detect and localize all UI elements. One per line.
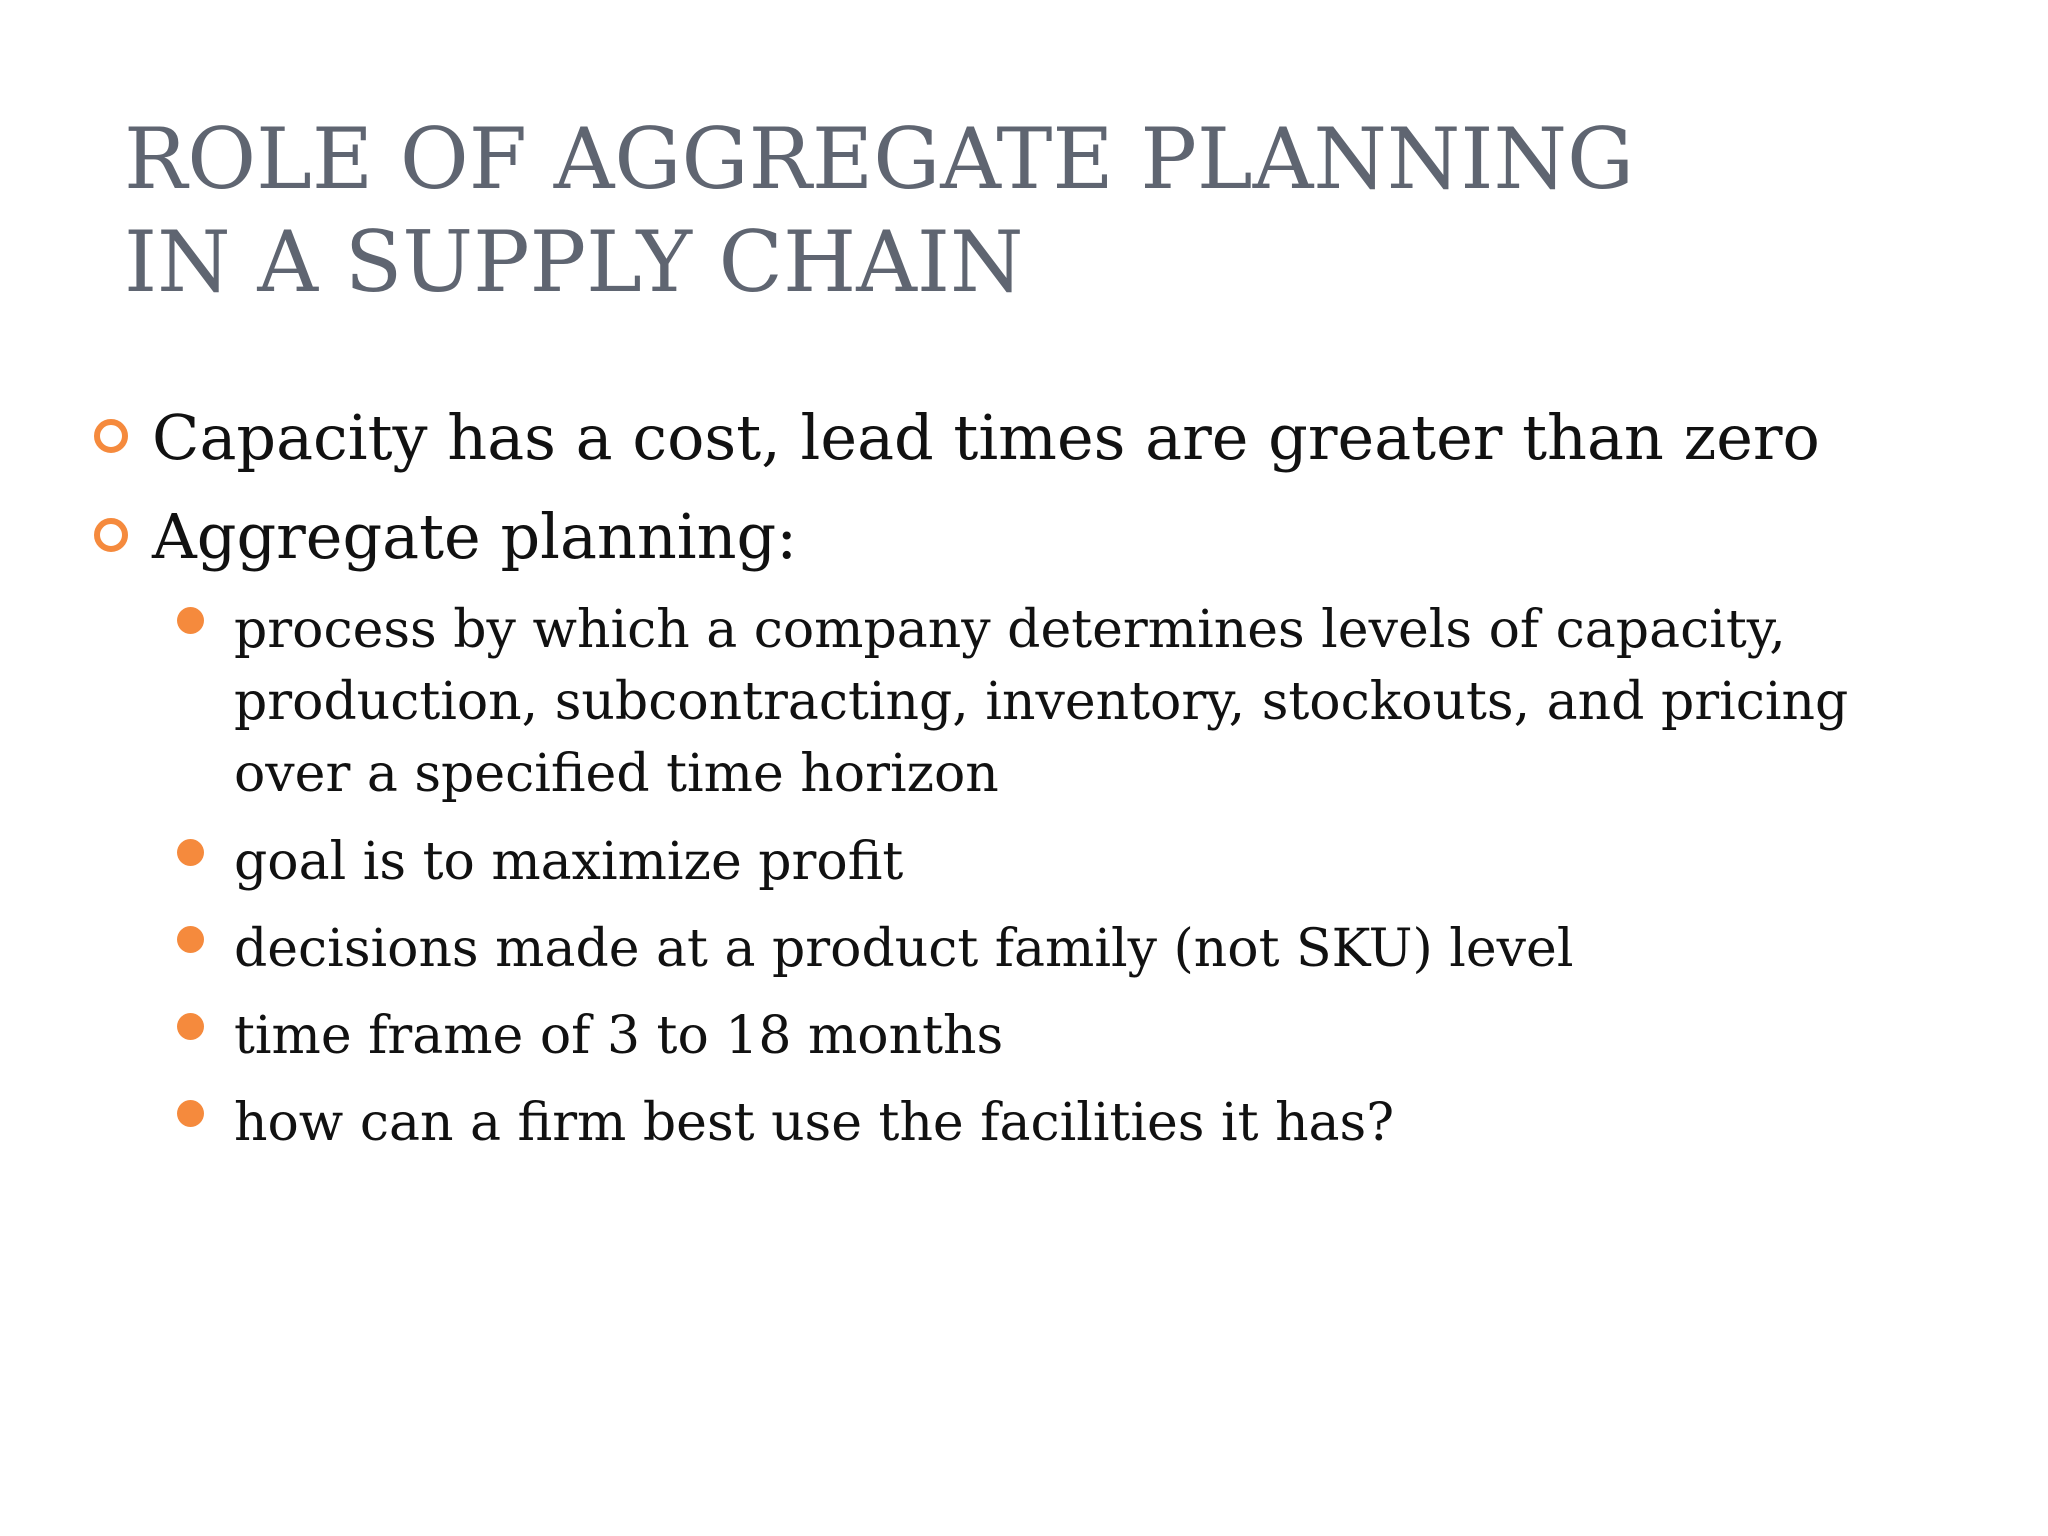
slide-title-line-2: IN A SUPPLY CHAIN xyxy=(124,213,1024,311)
filled-circle-bullet-icon xyxy=(177,1013,204,1040)
hollow-circle-bullet-icon xyxy=(94,518,128,552)
filled-circle-bullet-icon xyxy=(177,607,204,634)
sub-bullet-line: process by which a company determines levels of capacity, xyxy=(234,600,1786,660)
sub-bullet-decisions xyxy=(234,913,2014,985)
bullet-aggregate-planning: Aggregate planning: xyxy=(152,500,798,573)
slide-title-line-1: ROLE OF AGGREGATE PLANNING xyxy=(124,110,1635,208)
sub-bullet-goal xyxy=(234,826,2014,898)
filled-circle-bullet-icon xyxy=(177,926,204,953)
hollow-circle-bullet-icon xyxy=(94,419,128,453)
sub-bullet-line: decisions made at a product family (not SKU) level xyxy=(234,919,1574,979)
sub-bullet-line: production, subcontracting, inventory, stockouts, and pricing xyxy=(234,672,1849,732)
sub-bullet-line: how can a firm best use the facilities it has? xyxy=(234,1093,1395,1153)
sub-bullet-process-definition xyxy=(234,594,2014,810)
sub-bullet-facilities xyxy=(234,1087,2014,1159)
sub-bullet-time-frame xyxy=(234,1000,2014,1072)
bullet-capacity-cost: Capacity has a cost, lead times are greater than zero xyxy=(152,401,1820,474)
sub-bullet-line: goal is to maximize profit xyxy=(234,832,904,892)
filled-circle-bullet-icon xyxy=(177,839,204,866)
sub-bullet-line: time frame of 3 to 18 months xyxy=(234,1006,1004,1066)
filled-circle-bullet-icon xyxy=(177,1100,204,1127)
sub-bullet-line: over a specified time horizon xyxy=(234,744,999,804)
